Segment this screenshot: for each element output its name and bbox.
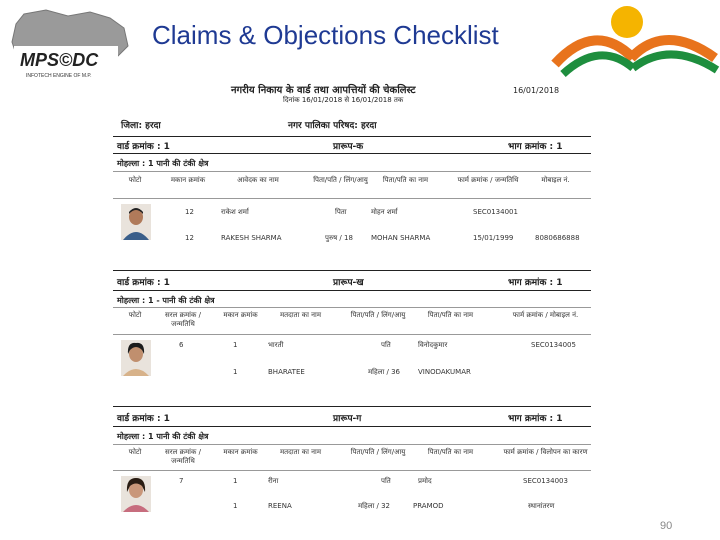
serial-number: 6 [179,341,184,349]
checklist-document [113,78,591,520]
house-number: 1 [233,368,238,376]
house-number: 1 [233,341,238,349]
voter-photo [121,476,151,512]
mpsedc-logo [6,6,136,88]
house-number: 12 [185,208,194,216]
ward-label: वार्ड क्रमांक : 1 [117,142,170,152]
column-header: आवेदक का नाम [237,176,279,184]
relative-name: PRAMOD [413,502,444,510]
voter-name: रीना [268,477,279,485]
column-header: मकान क्रमांक [170,176,206,184]
ward-label: वार्ड क्रमांक : 1 [117,278,170,288]
section-b-bar [113,274,591,288]
column-header: पिता/पति / लिंग/आयु [350,448,406,456]
ward-label: वार्ड क्रमांक : 1 [117,414,170,424]
relative-name: MOHAN SHARMA [371,234,431,242]
government-sun-book-logo [545,0,720,80]
gender-age: महिला / 32 [358,502,390,510]
column-header: फोटो [128,311,142,319]
deletion-reason: स्थानांतरण [528,502,555,510]
applicant-name: राकेश शर्मा [221,208,249,216]
relative-name: विनोदकुमार [418,341,448,349]
logo-text: MPS©DC [20,50,99,70]
column-header: मतदाता का नाम [279,448,322,456]
document-date: 16/01/2018 [513,86,560,95]
relative-name: प्रमोद [418,477,432,485]
column-header: पिता/पति का नाम [382,176,429,184]
part-label: भाग क्रमांक : 1 [508,142,563,152]
serial-number: 7 [179,477,184,485]
house-number: 12 [185,234,194,242]
district-label: जिला: हरदा [121,121,161,131]
divider [113,444,591,445]
column-header: फोटो [128,448,142,456]
divider [113,290,591,291]
mohalla-label: मोहल्ला : 1 - पानी की टंकी क्षेत्र [117,296,215,305]
divider [113,136,591,137]
mobile-number: 8080686888 [535,234,580,242]
relative-name: मोहन शर्मा [371,208,398,216]
divider [113,307,591,308]
column-header: पिता/पति / लिंग/आयु [350,311,406,319]
form-number: SEC0134005 [531,341,576,349]
mohalla-label: मोहल्ला : 1 पानी की टंकी क्षेत्र [117,432,209,441]
column-header: फार्म क्रमांक / विलोपन का कारण [503,448,588,456]
column-header: सरल क्रमांक / जन्मतिथि [165,448,201,465]
divider [113,198,591,199]
column-header: पिता/पति का नाम [427,311,474,319]
column-header: फोटो [128,176,142,184]
part-label: भाग क्रमांक : 1 [508,414,563,424]
column-header: सरल क्रमांक / जन्मतिथि [165,311,201,328]
column-header: मतदाता का नाम [279,311,322,319]
voter-photo [121,340,151,376]
relation: पति [381,341,391,349]
part-label: भाग क्रमांक : 1 [508,278,563,288]
divider [113,470,591,471]
divider [113,171,591,172]
voter-name: भारती [268,341,284,349]
relation: पिता [335,208,347,216]
council-label: नगर पालिका परिषद: हरदा [288,121,377,131]
column-header: मकान क्रमांक [223,448,258,456]
section-a-bar [113,138,591,152]
form-label: प्रारूप-क [333,142,364,152]
form-label: प्रारूप-ग [333,414,362,424]
applicant-photo [121,204,151,240]
divider [113,406,591,407]
relative-name: VINODAKUMAR [418,368,471,376]
column-header: मोबाइल नं. [541,176,570,184]
house-number: 1 [233,502,238,510]
divider [113,270,591,271]
gender-age: पुरुष / 18 [325,234,353,242]
voter-name: BHARATEE [268,368,305,376]
document-title: नगरीय निकाय के वार्ड तथा आपत्तियों की चेकलिस्ट [231,85,416,96]
form-number: SEC0134001 [473,208,518,216]
document-date-range: दिनांक 16/01/2018 से 16/01/2018 तक [283,96,404,104]
slide-title: Claims & Objections Checklist [152,20,499,50]
house-number: 1 [233,477,238,485]
column-header: फार्म क्रमांक / मोबाइल नं. [512,311,579,319]
column-header: फार्म क्रमांक / जन्मतिथि [457,176,519,184]
voter-name: REENA [268,502,292,510]
applicant-name: RAKESH SHARMA [221,234,282,242]
column-header: पिता/पति / लिंग/आयु [313,176,368,184]
form-number: SEC0134003 [523,477,568,485]
divider [113,426,591,427]
birth-date: 15/01/1999 [473,234,514,242]
relation: पति [381,477,391,485]
page-number: 90 [660,520,673,532]
divider [113,334,591,335]
mohalla-label: मोहल्ला : 1 पानी की टंकी क्षेत्र [117,159,209,168]
column-header: मकान क्रमांक [223,311,258,319]
section-c-bar [113,410,591,424]
logo-tagline: INFOTECH ENGINE OF M.P. [26,73,92,79]
gender-age: महिला / 36 [368,368,400,376]
form-label: प्रारूप-ख [333,278,364,288]
column-header: पिता/पति का नाम [427,448,474,456]
divider [113,153,591,154]
